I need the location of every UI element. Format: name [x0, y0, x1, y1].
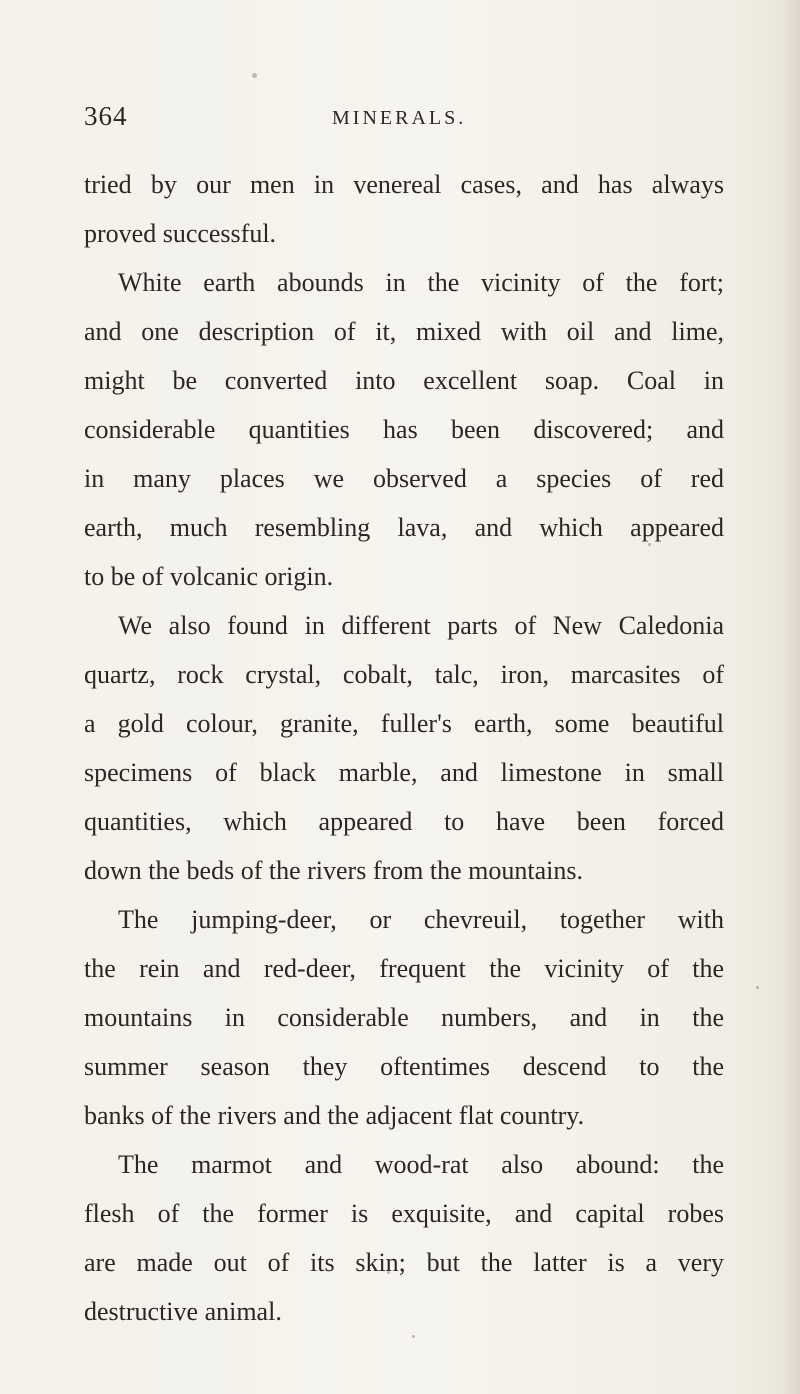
- paper-speck: [252, 73, 257, 78]
- text-line: proved successful.: [84, 219, 277, 248]
- page-number: 364: [84, 101, 128, 131]
- paragraph-start-line: White earth abounds in the vicinity of the fort;: [118, 268, 724, 297]
- text-line: mountains in considerable numbers, and in the: [84, 1003, 724, 1032]
- paragraph-start-line: The jumping-deer, or chevreuil, together with: [118, 905, 724, 934]
- text-line: flesh of the former is exquisite, and capital robes: [84, 1199, 724, 1228]
- paragraph-start-line: We also found in different parts of New Caledonia: [118, 611, 724, 640]
- text-line: might be converted into excellent soap. Coal in: [84, 366, 724, 395]
- text-line: banks of the rivers and the adjacent flat country.: [84, 1101, 585, 1130]
- text-line: quartz, rock crystal, cobalt, talc, iron, marcasites of: [84, 660, 724, 689]
- running-head: MINERALS.: [332, 107, 467, 129]
- text-line: summer season they oftentimes descend to the: [84, 1052, 724, 1081]
- text-line: tried by our men in venereal cases, and has always: [84, 170, 724, 199]
- text-line: are made out of its skin; but the latter is a very: [84, 1248, 724, 1277]
- text-line: quantities, which appeared to have been forced: [84, 807, 724, 836]
- text-line: the rein and red-deer, frequent the vicinity of the: [84, 954, 724, 983]
- text-line: considerable quantities has been discovered; and: [84, 415, 724, 444]
- paper-speck: [412, 1335, 415, 1338]
- paragraph-start-line: The marmot and wood-rat also abound: the: [118, 1150, 724, 1179]
- paper-speck: [387, 1271, 390, 1274]
- page-header: [84, 100, 724, 140]
- page-edge-shadow: [782, 0, 800, 1394]
- text-line: a gold colour, granite, fuller's earth, some beautiful: [84, 709, 724, 738]
- text-line: down the beds of the rivers from the mountains.: [84, 856, 583, 885]
- text-line: to be of volcanic origin.: [84, 562, 334, 591]
- text-line: in many places we observed a species of red: [84, 464, 724, 493]
- body-text: [84, 160, 724, 1336]
- text-line: and one description of it, mixed with oil and lime,: [84, 317, 724, 346]
- paper-speck: [648, 543, 651, 546]
- text-line: destructive animal.: [84, 1297, 282, 1326]
- paper-speck: [756, 986, 759, 989]
- text-line: specimens of black marble, and limestone in small: [84, 758, 724, 787]
- text-line: earth, much resembling lava, and which appeared: [84, 513, 724, 542]
